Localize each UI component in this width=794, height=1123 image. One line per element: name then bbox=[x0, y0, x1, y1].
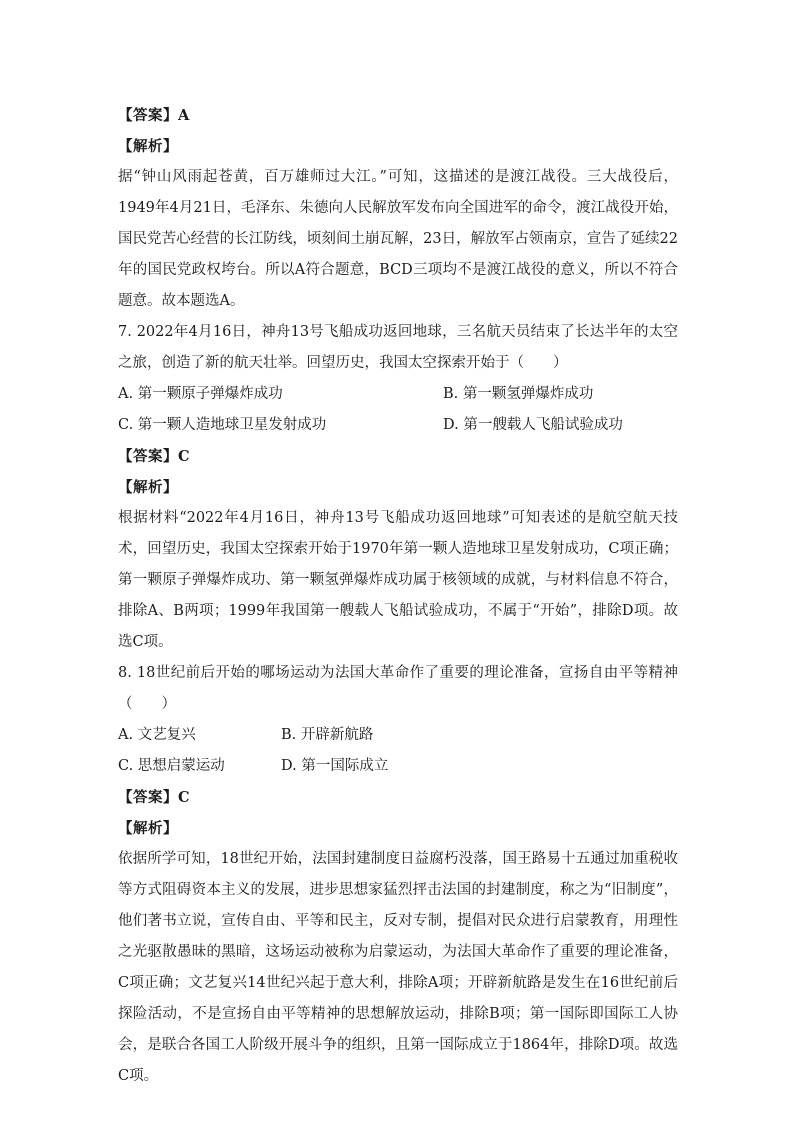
analysis-text: 依据所学可知，18世纪开始，法国封建制度日益腐朽没落，国王路易十五通过加重税收等方式阻碍资本主义的发展，进步思想家猛烈抨击法国的封建制度，称之为“旧制度”，他们著书立说，宣传自由、平等和民主，反对专制，提倡对民众进行启蒙教育，用理性之光驱散愚昧的黑暗，这场运动被称为启蒙运动，为法国大革命作了重要的理论准备，C项正确；文艺复兴14世纪兴起于意大利，排除A项；开辟新航路是发生在16世纪前后探险活动，不是宣扬自由平等精神的思想解放运动，排除B项；第一国际即国际工人协会，是联合各国工人阶级开展斗争的组织，且第一国际成立于1864年，排除D项。故选C项。 bbox=[118, 851, 678, 1084]
option-d: D. 第一艘载人飞船试验成功 bbox=[443, 417, 623, 433]
analysis-label: 【解析】 bbox=[118, 479, 178, 496]
option-c: C. 第一颗人造地球卫星发射成功 bbox=[118, 417, 327, 433]
question-7-options-row-1 bbox=[118, 379, 678, 410]
option-c: C. 思想启蒙运动 bbox=[118, 758, 225, 774]
document-page bbox=[118, 100, 678, 1092]
question-7-stem: 7. 2022年4月16日，神舟13号飞船成功返回地球，三名航天员结束了长达半年的太空之旅，创造了新的航天壮举。回望历史，我国太空探索开始于（ ） bbox=[118, 324, 678, 371]
option-b: B. 开辟新航路 bbox=[281, 727, 374, 743]
answer-label: 【答案】C bbox=[118, 448, 191, 465]
analysis-text: 根据材料“2022年4月16日，神舟13号飞船成功返回地球”可知表述的是航空航天技术，回望历史，我国太空探索开始于1970年第一颗人造地球卫星发射成功，C项正确；第一颗原子弹爆炸成功、第一颗氢弹爆炸成功属于核领域的成就，与材料信息不符合，排除A、B两项；1999年我国第一艘载人飞船试验成功，不属于“开始”，排除D项。故选C项。 bbox=[118, 510, 678, 650]
option-a: A. 第一颗原子弹爆炸成功 bbox=[118, 386, 283, 402]
question-8-stem: 8. 18世纪前后开始的哪场运动为法国大革命作了重要的理论准备，宣扬自由平等精神（ ） bbox=[118, 665, 678, 712]
analysis-text: 据“钟山风雨起苍黄，百万雄师过大江。”可知，这描述的是渡江战役。三大战役后，1949年4月21日，毛泽东、朱德向人民解放军发布向全国进军的命令，渡江战役开始，国民党苦心经营的长江防线，顷刻间土崩瓦解，23日，解放军占领南京，宣告了延续22年的国民党政权垮台。所以A符合题意，BCD三项均不是渡江战役的意义，所以不符合题意。故本题选A。 bbox=[118, 169, 678, 309]
analysis-label: 【解析】 bbox=[118, 138, 178, 155]
answer-label: 【答案】C bbox=[118, 789, 191, 806]
analysis-label: 【解析】 bbox=[118, 820, 178, 837]
question-8-options-row-2 bbox=[118, 751, 678, 782]
answer-label: 【答案】A bbox=[118, 107, 190, 124]
option-d: D. 第一国际成立 bbox=[281, 758, 389, 774]
option-b: B. 第一颗氢弹爆炸成功 bbox=[443, 386, 594, 402]
question-7-options-row-2 bbox=[118, 410, 678, 441]
question-8-options-row-1 bbox=[118, 720, 678, 751]
option-a: A. 文艺复兴 bbox=[118, 727, 196, 743]
